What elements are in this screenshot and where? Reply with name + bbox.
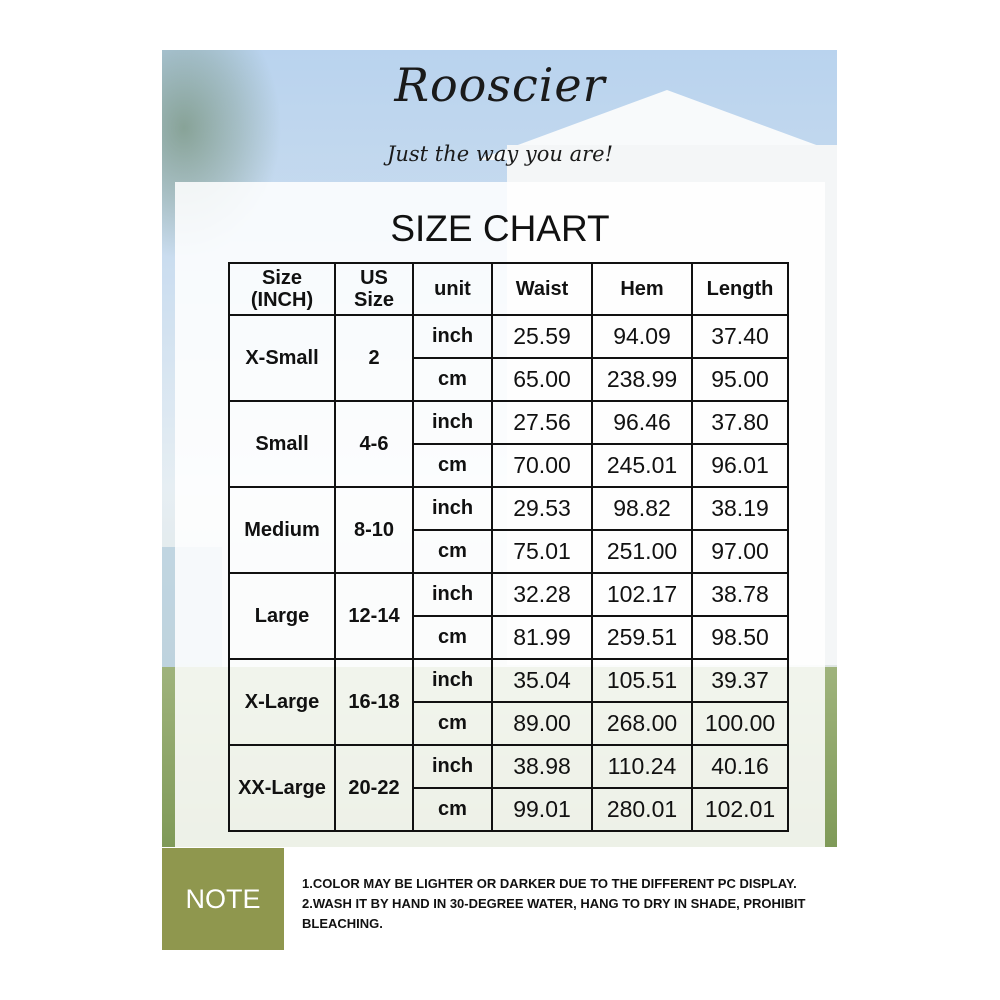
waist-cell: 32.28 — [492, 573, 592, 616]
length-cell: 96.01 — [692, 444, 788, 487]
waist-cell: 81.99 — [492, 616, 592, 659]
length-cell: 95.00 — [692, 358, 788, 401]
page-title: SIZE CHART — [390, 208, 610, 249]
brand-tagline: Just the way you are! — [386, 142, 614, 166]
note-line-1: 1.COLOR MAY BE LIGHTER OR DARKER DUE TO THE DIFFERENT PC DISPLAY. — [302, 876, 797, 891]
header-hem: Hem — [592, 263, 692, 315]
header-waist: Waist — [492, 263, 592, 315]
size-label-cell: X-Large — [229, 659, 335, 745]
header-size: Size (INCH) — [229, 263, 335, 315]
waist-cell: 99.01 — [492, 788, 592, 831]
waist-cell: 27.56 — [492, 401, 592, 444]
table-row — [229, 401, 788, 444]
length-cell: 98.50 — [692, 616, 788, 659]
hem-cell: 94.09 — [592, 315, 692, 358]
unit-cell: cm — [413, 444, 492, 487]
us-size-cell: 8-10 — [335, 487, 413, 573]
unit-cell: inch — [413, 315, 492, 358]
waist-cell: 35.04 — [492, 659, 592, 702]
table-body — [229, 315, 788, 831]
length-cell: 38.19 — [692, 487, 788, 530]
hem-cell: 251.00 — [592, 530, 692, 573]
hem-cell: 110.24 — [592, 745, 692, 788]
unit-cell: cm — [413, 358, 492, 401]
table-row — [229, 315, 788, 358]
header-unit: unit — [413, 263, 492, 315]
waist-cell: 65.00 — [492, 358, 592, 401]
length-cell: 38.78 — [692, 573, 788, 616]
hem-cell: 98.82 — [592, 487, 692, 530]
length-cell: 102.01 — [692, 788, 788, 831]
length-cell: 39.37 — [692, 659, 788, 702]
length-cell: 97.00 — [692, 530, 788, 573]
hem-cell: 259.51 — [592, 616, 692, 659]
length-cell: 37.40 — [692, 315, 788, 358]
unit-cell: inch — [413, 745, 492, 788]
unit-cell: inch — [413, 659, 492, 702]
hem-cell: 238.99 — [592, 358, 692, 401]
size-label-cell: Medium — [229, 487, 335, 573]
size-label-cell: X-Small — [229, 315, 335, 401]
unit-cell: inch — [413, 401, 492, 444]
table-row — [229, 745, 788, 788]
size-table — [228, 262, 789, 832]
header-length: Length — [692, 263, 788, 315]
waist-cell: 25.59 — [492, 315, 592, 358]
us-size-cell: 4-6 — [335, 401, 413, 487]
length-cell: 37.80 — [692, 401, 788, 444]
waist-cell: 29.53 — [492, 487, 592, 530]
brand-logo: Rooscier — [394, 58, 606, 112]
hem-cell: 105.51 — [592, 659, 692, 702]
hem-cell: 96.46 — [592, 401, 692, 444]
unit-cell: inch — [413, 573, 492, 616]
size-label-cell: Large — [229, 573, 335, 659]
unit-cell: inch — [413, 487, 492, 530]
header-us-size: US Size — [335, 263, 413, 315]
hem-cell: 102.17 — [592, 573, 692, 616]
unit-cell: cm — [413, 530, 492, 573]
waist-cell: 38.98 — [492, 745, 592, 788]
waist-cell: 89.00 — [492, 702, 592, 745]
us-size-cell: 20-22 — [335, 745, 413, 831]
us-size-cell: 2 — [335, 315, 413, 401]
length-cell: 100.00 — [692, 702, 788, 745]
hem-cell: 280.01 — [592, 788, 692, 831]
note-line-2: 2.WASH IT BY HAND IN 30-DEGREE WATER, HANG TO DRY IN SHADE, PROHIBIT BLEACHING. — [302, 896, 806, 931]
us-size-cell: 16-18 — [335, 659, 413, 745]
note-text — [302, 874, 842, 934]
unit-cell: cm — [413, 702, 492, 745]
table-row — [229, 573, 788, 616]
hem-cell: 268.00 — [592, 702, 692, 745]
waist-cell: 70.00 — [492, 444, 592, 487]
table-header-row — [229, 263, 788, 315]
size-label-cell: XX-Large — [229, 745, 335, 831]
hem-cell: 245.01 — [592, 444, 692, 487]
waist-cell: 75.01 — [492, 530, 592, 573]
us-size-cell: 12-14 — [335, 573, 413, 659]
length-cell: 40.16 — [692, 745, 788, 788]
unit-cell: cm — [413, 788, 492, 831]
note-label: NOTE — [162, 848, 284, 950]
unit-cell: cm — [413, 616, 492, 659]
table-row — [229, 659, 788, 702]
table-row — [229, 487, 788, 530]
size-label-cell: Small — [229, 401, 335, 487]
